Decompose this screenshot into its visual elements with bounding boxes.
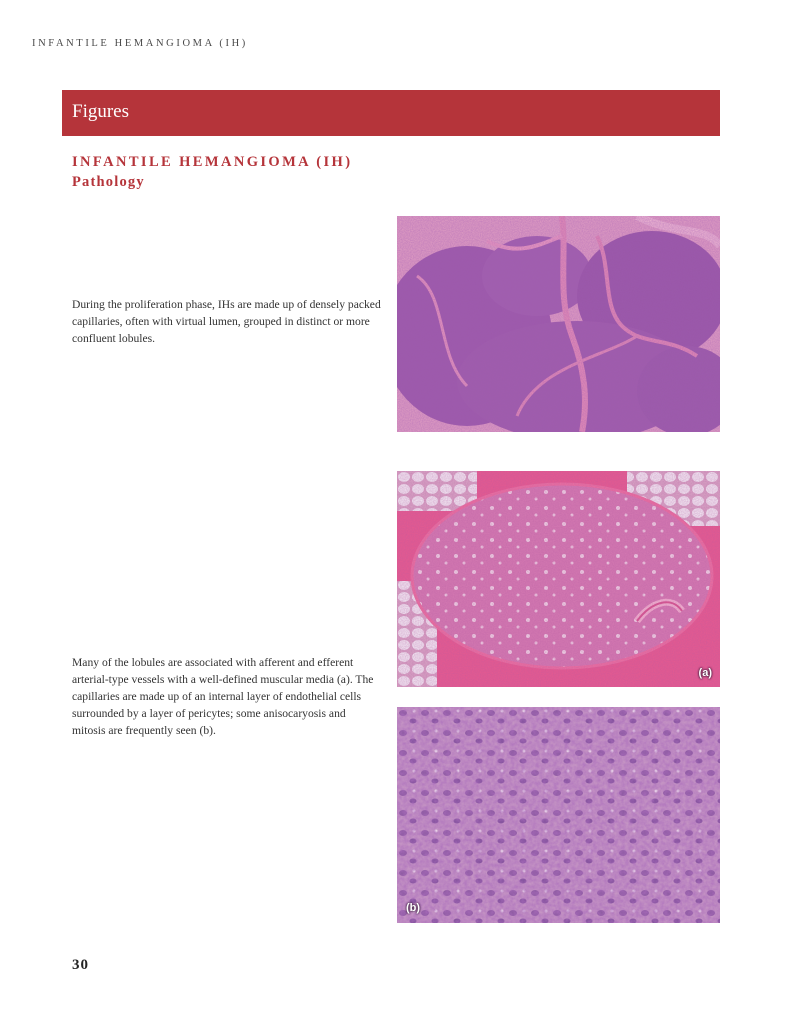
figures-banner <box>62 90 720 136</box>
page-number: 30 <box>72 957 89 973</box>
paragraph-lobules: Many of the lobules are associated with afferent and efferent arterial-type vessels with a well-defined muscular media (a). The capillaries are made up of an internal layer of endothelial cells surrounded by a layer of pericytes; some anisocaryosis and mitosis are frequently seen (b). <box>72 656 374 737</box>
histology-image-lobules <box>397 216 720 432</box>
histology-image-a <box>397 471 720 687</box>
paragraph-proliferation: During the proliferation phase, IHs are made up of densely packed capillaries, often with virtual lumen, grouped in distinct or more confluent lobules. <box>72 298 381 345</box>
panel-label-b: (b) <box>406 902 421 914</box>
histology-image-b <box>397 707 720 923</box>
section-subtitle: Pathology <box>72 174 145 190</box>
panel-label-a: (a) <box>698 667 712 679</box>
section-title: INFANTILE HEMANGIOMA (IH) <box>72 154 353 170</box>
running-head: INFANTILE HEMANGIOMA (IH) <box>32 38 248 49</box>
banner-title: Figures <box>72 101 129 122</box>
